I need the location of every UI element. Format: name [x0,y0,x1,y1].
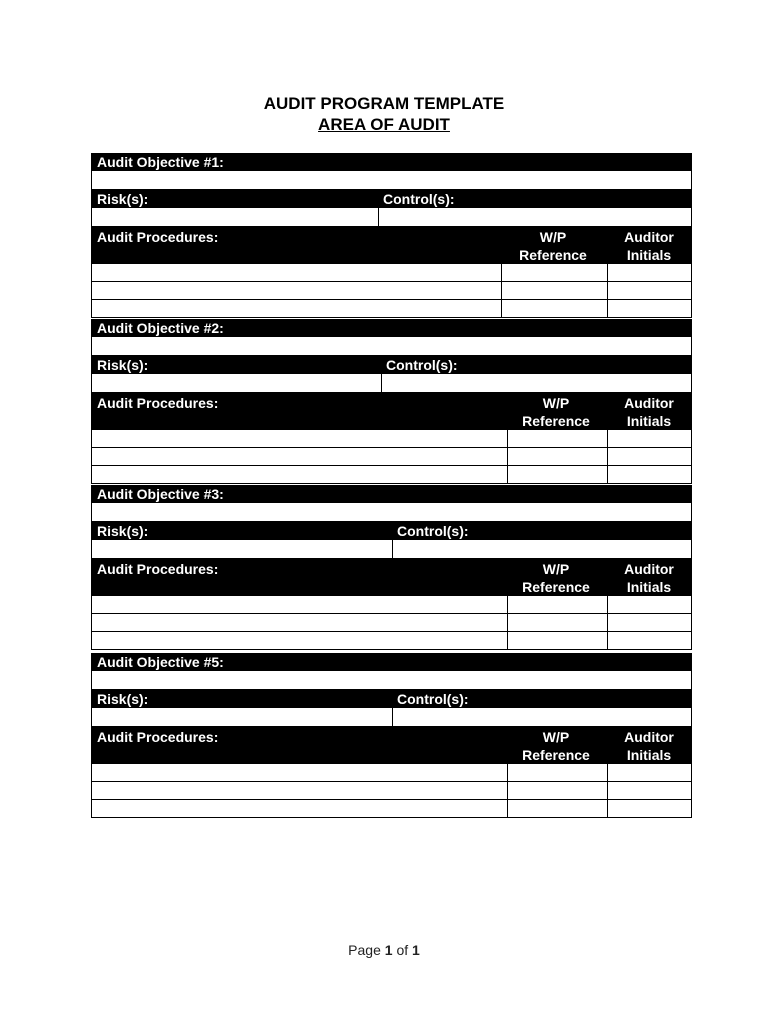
procedure-row [91,264,692,282]
auditor-initials-cell[interactable] [608,448,691,465]
risk-field[interactable] [92,540,392,558]
risk-control-header [91,690,692,708]
objective-field[interactable] [91,503,692,522]
procedures-header [91,227,692,264]
wp-reference-cell[interactable] [508,800,607,817]
wp-reference-cell[interactable] [508,596,607,613]
procedure-row [91,466,692,484]
auditor-initials-cell[interactable] [608,282,691,299]
procedures-header [91,393,692,430]
procedures-label: Audit Procedures: [97,229,219,245]
auditor-initials-header: Auditor Initials [624,729,674,763]
procedure-cell[interactable] [92,800,507,817]
procedure-row [91,282,692,300]
page-number: Page 1 of 1 [348,942,420,958]
procedures-label: Audit Procedures: [97,395,219,411]
procedure-cell[interactable] [92,764,507,781]
objective-heading: Audit Objective #2: [91,319,692,337]
objective-field[interactable] [91,337,692,356]
wp-reference-cell[interactable] [508,466,607,483]
objective-section [91,653,692,818]
procedure-cell[interactable] [92,430,507,447]
procedure-cell[interactable] [92,782,507,799]
procedure-row [91,300,692,318]
procedure-cell[interactable] [92,632,507,649]
objective-heading: Audit Objective #3: [91,485,692,503]
risk-field[interactable] [92,208,378,226]
objective-field[interactable] [91,671,692,690]
wp-reference-cell[interactable] [502,282,607,299]
risk-control-fields [91,708,692,727]
auditor-initials-cell[interactable] [608,800,691,817]
procedure-row [91,430,692,448]
control-label: Control(s): [397,691,469,707]
risk-label: Risk(s): [97,691,149,707]
procedures-label: Audit Procedures: [97,729,219,745]
objective-section [91,319,692,484]
wp-reference-header: W/P Reference [522,561,590,595]
document-title: AUDIT PROGRAM TEMPLATE [263,94,505,113]
wp-reference-cell[interactable] [508,764,607,781]
control-label: Control(s): [383,191,455,207]
objective-section [91,153,692,318]
procedures-header [91,727,692,764]
procedure-row [91,448,692,466]
wp-reference-cell[interactable] [508,632,607,649]
risk-control-header [91,356,692,374]
risk-field[interactable] [92,708,392,726]
wp-reference-cell[interactable] [508,448,607,465]
auditor-initials-cell[interactable] [608,466,691,483]
document-header [0,93,768,135]
auditor-initials-header: Auditor Initials [624,561,674,595]
objective-field[interactable] [91,171,692,190]
wp-reference-cell[interactable] [502,300,607,317]
auditor-initials-cell[interactable] [608,430,691,447]
procedure-row [91,800,692,818]
procedure-cell[interactable] [92,282,501,299]
procedure-cell[interactable] [92,448,507,465]
wp-reference-header: W/P Reference [519,229,587,263]
risk-label: Risk(s): [97,191,149,207]
procedure-row [91,632,692,650]
wp-reference-header: W/P Reference [522,729,590,763]
control-field[interactable] [393,708,691,726]
procedure-cell[interactable] [92,614,507,631]
control-field[interactable] [379,208,691,226]
procedure-row [91,782,692,800]
total-pages: 1 [412,942,420,958]
procedures-header [91,559,692,596]
document-subtitle: AREA OF AUDIT [318,115,450,134]
objective-heading: Audit Objective #1: [91,153,692,171]
control-label: Control(s): [386,357,458,373]
control-label: Control(s): [397,523,469,539]
procedures-label: Audit Procedures: [97,561,219,577]
objective-heading: Audit Objective #5: [91,653,692,671]
auditor-initials-cell[interactable] [608,632,691,649]
risk-control-fields [91,540,692,559]
procedure-cell[interactable] [92,466,507,483]
wp-reference-header: W/P Reference [522,395,590,429]
risk-control-header [91,522,692,540]
auditor-initials-cell[interactable] [608,764,691,781]
risk-label: Risk(s): [97,523,149,539]
procedure-row [91,764,692,782]
wp-reference-cell[interactable] [508,430,607,447]
auditor-initials-cell[interactable] [608,264,691,281]
procedure-row [91,596,692,614]
objective-section [91,485,692,650]
auditor-initials-cell[interactable] [608,614,691,631]
risk-label: Risk(s): [97,357,149,373]
auditor-initials-cell[interactable] [608,782,691,799]
auditor-initials-cell[interactable] [608,300,691,317]
risk-control-header [91,190,692,208]
wp-reference-cell[interactable] [508,782,607,799]
procedure-cell[interactable] [92,596,507,613]
risk-control-fields [91,208,692,227]
wp-reference-cell[interactable] [502,264,607,281]
risk-field[interactable] [92,374,381,392]
control-field[interactable] [393,540,691,558]
procedure-cell[interactable] [92,300,501,317]
current-page: 1 [384,942,393,958]
auditor-initials-cell[interactable] [608,596,691,613]
control-field[interactable] [382,374,691,392]
procedure-row [91,614,692,632]
procedure-cell[interactable] [92,264,501,281]
wp-reference-cell[interactable] [508,614,607,631]
auditor-initials-header: Auditor Initials [624,229,674,263]
risk-control-fields [91,374,692,393]
auditor-initials-header: Auditor Initials [624,395,674,429]
